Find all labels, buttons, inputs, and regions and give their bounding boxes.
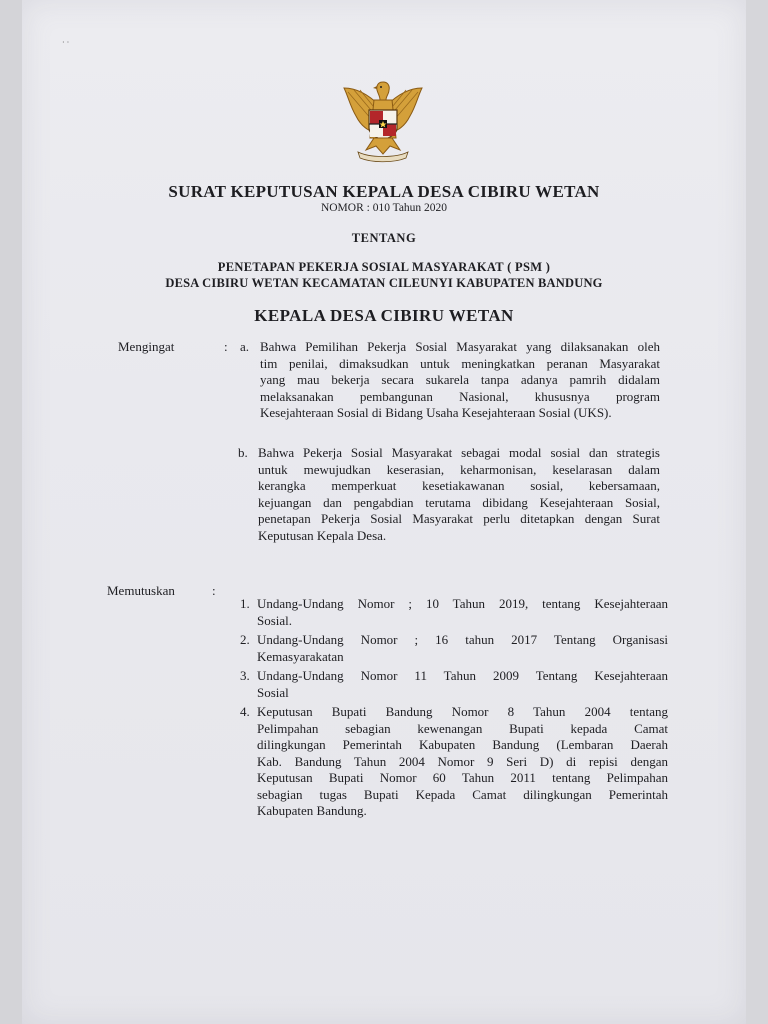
subject-line-1: PENETAPAN PEKERJA SOSIAL MASYARAKAT ( PSM ) — [217, 260, 551, 274]
item-a-letter: a. — [240, 339, 250, 354]
right-background-edge — [746, 0, 768, 1024]
list-item — [240, 596, 668, 629]
paper-specks: · · — [62, 38, 70, 47]
item-b-letter: b. — [238, 445, 248, 460]
list-line: Undang-Undang Nomor ; 10 Tahun 2019, tentang Kesejahteraan — [257, 596, 668, 611]
list-line: Kemasyarakatan — [257, 648, 344, 664]
list-line: Undang-Undang Nomor ; 16 tahun 2017 Tentang Organisasi — [257, 632, 668, 647]
list-number: 1. — [240, 596, 250, 611]
document-title: SURAT KEPUTUSAN KEPALA DESA CIBIRU WETAN — [168, 182, 600, 201]
mengingat-colon: : — [224, 339, 228, 354]
list-number: 4. — [240, 704, 250, 719]
memutuskan-colon: : — [212, 583, 216, 598]
mengingat-item-b — [258, 445, 660, 544]
paragraph-line: melaksanakan pembangunan Nasional, khususnya program — [260, 388, 660, 404]
document-number: NOMOR : 010 Tahun 2020 — [320, 202, 448, 214]
paragraph-line: tim penilai, dimaksudkan untuk meningkatkan peranan Masyarakat — [260, 355, 660, 371]
paragraph-line: Bahwa Pemilihan Pekerja Sosial Masyarakat yang dilaksanakan oleh — [260, 339, 660, 354]
list-line: sebagian tugas Bupati Kepada Camat dilingkungan Pemerintah — [257, 786, 668, 802]
list-line: Keputusan Bupati Bandung Nomor 8 Tahun 2004 tentang — [257, 704, 668, 719]
subject-line-2: DESA CIBIRU WETAN KECAMATAN CILEUNYI KABUPATEN BANDUNG — [165, 276, 603, 290]
list-item — [240, 704, 668, 820]
issuer-heading: KEPALA DESA CIBIRU WETAN — [254, 306, 514, 325]
memutuskan-list — [240, 596, 668, 823]
paragraph-line: Kesejahteraan Sosial di Bidang Usaha Kesejahteraan Sosial (UKS). — [260, 405, 612, 420]
paragraph-line: penetapan Pekerja Sosial Masyarakat perlu ditetapkan dengan Surat — [258, 511, 660, 526]
mengingat-label: Mengingat — [118, 339, 175, 354]
left-background-edge — [0, 0, 22, 1024]
mengingat-item-a — [260, 339, 660, 422]
list-line: Keputusan Bupati Nomor 60 Tahun 2011 tentang Pelimpahan — [257, 770, 668, 785]
list-item — [240, 632, 668, 665]
paragraph-line: yang mau bekerja secara sukarela tanpa adanya pamrih didalam — [260, 372, 660, 387]
list-number: 2. — [240, 632, 250, 647]
paragraph-line: Bahwa Pekerja Sosial Masyarakat sebagai modal sosial dan strategis — [258, 445, 660, 460]
list-line: Sosial — [257, 684, 289, 700]
paragraph-line: untuk mewujudkan keserasian, keharmonisan, keselarasan dalam — [258, 461, 660, 477]
list-item — [240, 668, 668, 701]
paragraph-line: Keputusan Kepala Desa. — [258, 527, 387, 543]
garuda-emblem-icon — [336, 76, 430, 166]
list-line: Kabupaten Bandung. — [257, 803, 367, 818]
list-line: Pelimpahan sebagian kewenangan Bupati kepada Camat — [257, 720, 668, 736]
tentang-heading: TENTANG — [351, 231, 417, 245]
list-line: Undang-Undang Nomor 11 Tahun 2009 Tentang Kesejahteraan — [257, 668, 668, 683]
list-number: 3. — [240, 668, 250, 683]
paragraph-line: kerangka memperkuat kesetiakawanan sosial, kebersamaan, — [258, 478, 660, 493]
memutuskan-label: Memutuskan — [107, 583, 175, 598]
list-line: Kab. Bandung Tahun 2004 Nomor 9 Seri D) di repisi dengan — [257, 753, 668, 769]
list-line: Sosial. — [257, 612, 293, 628]
list-line: dilingkungan Pemerintah Kabupaten Bandung (Lembaran Daerah — [257, 737, 668, 752]
paragraph-line: kejuangan dan pengabdian terutama dibidang Kesejahteraan Sosial, — [258, 494, 660, 510]
